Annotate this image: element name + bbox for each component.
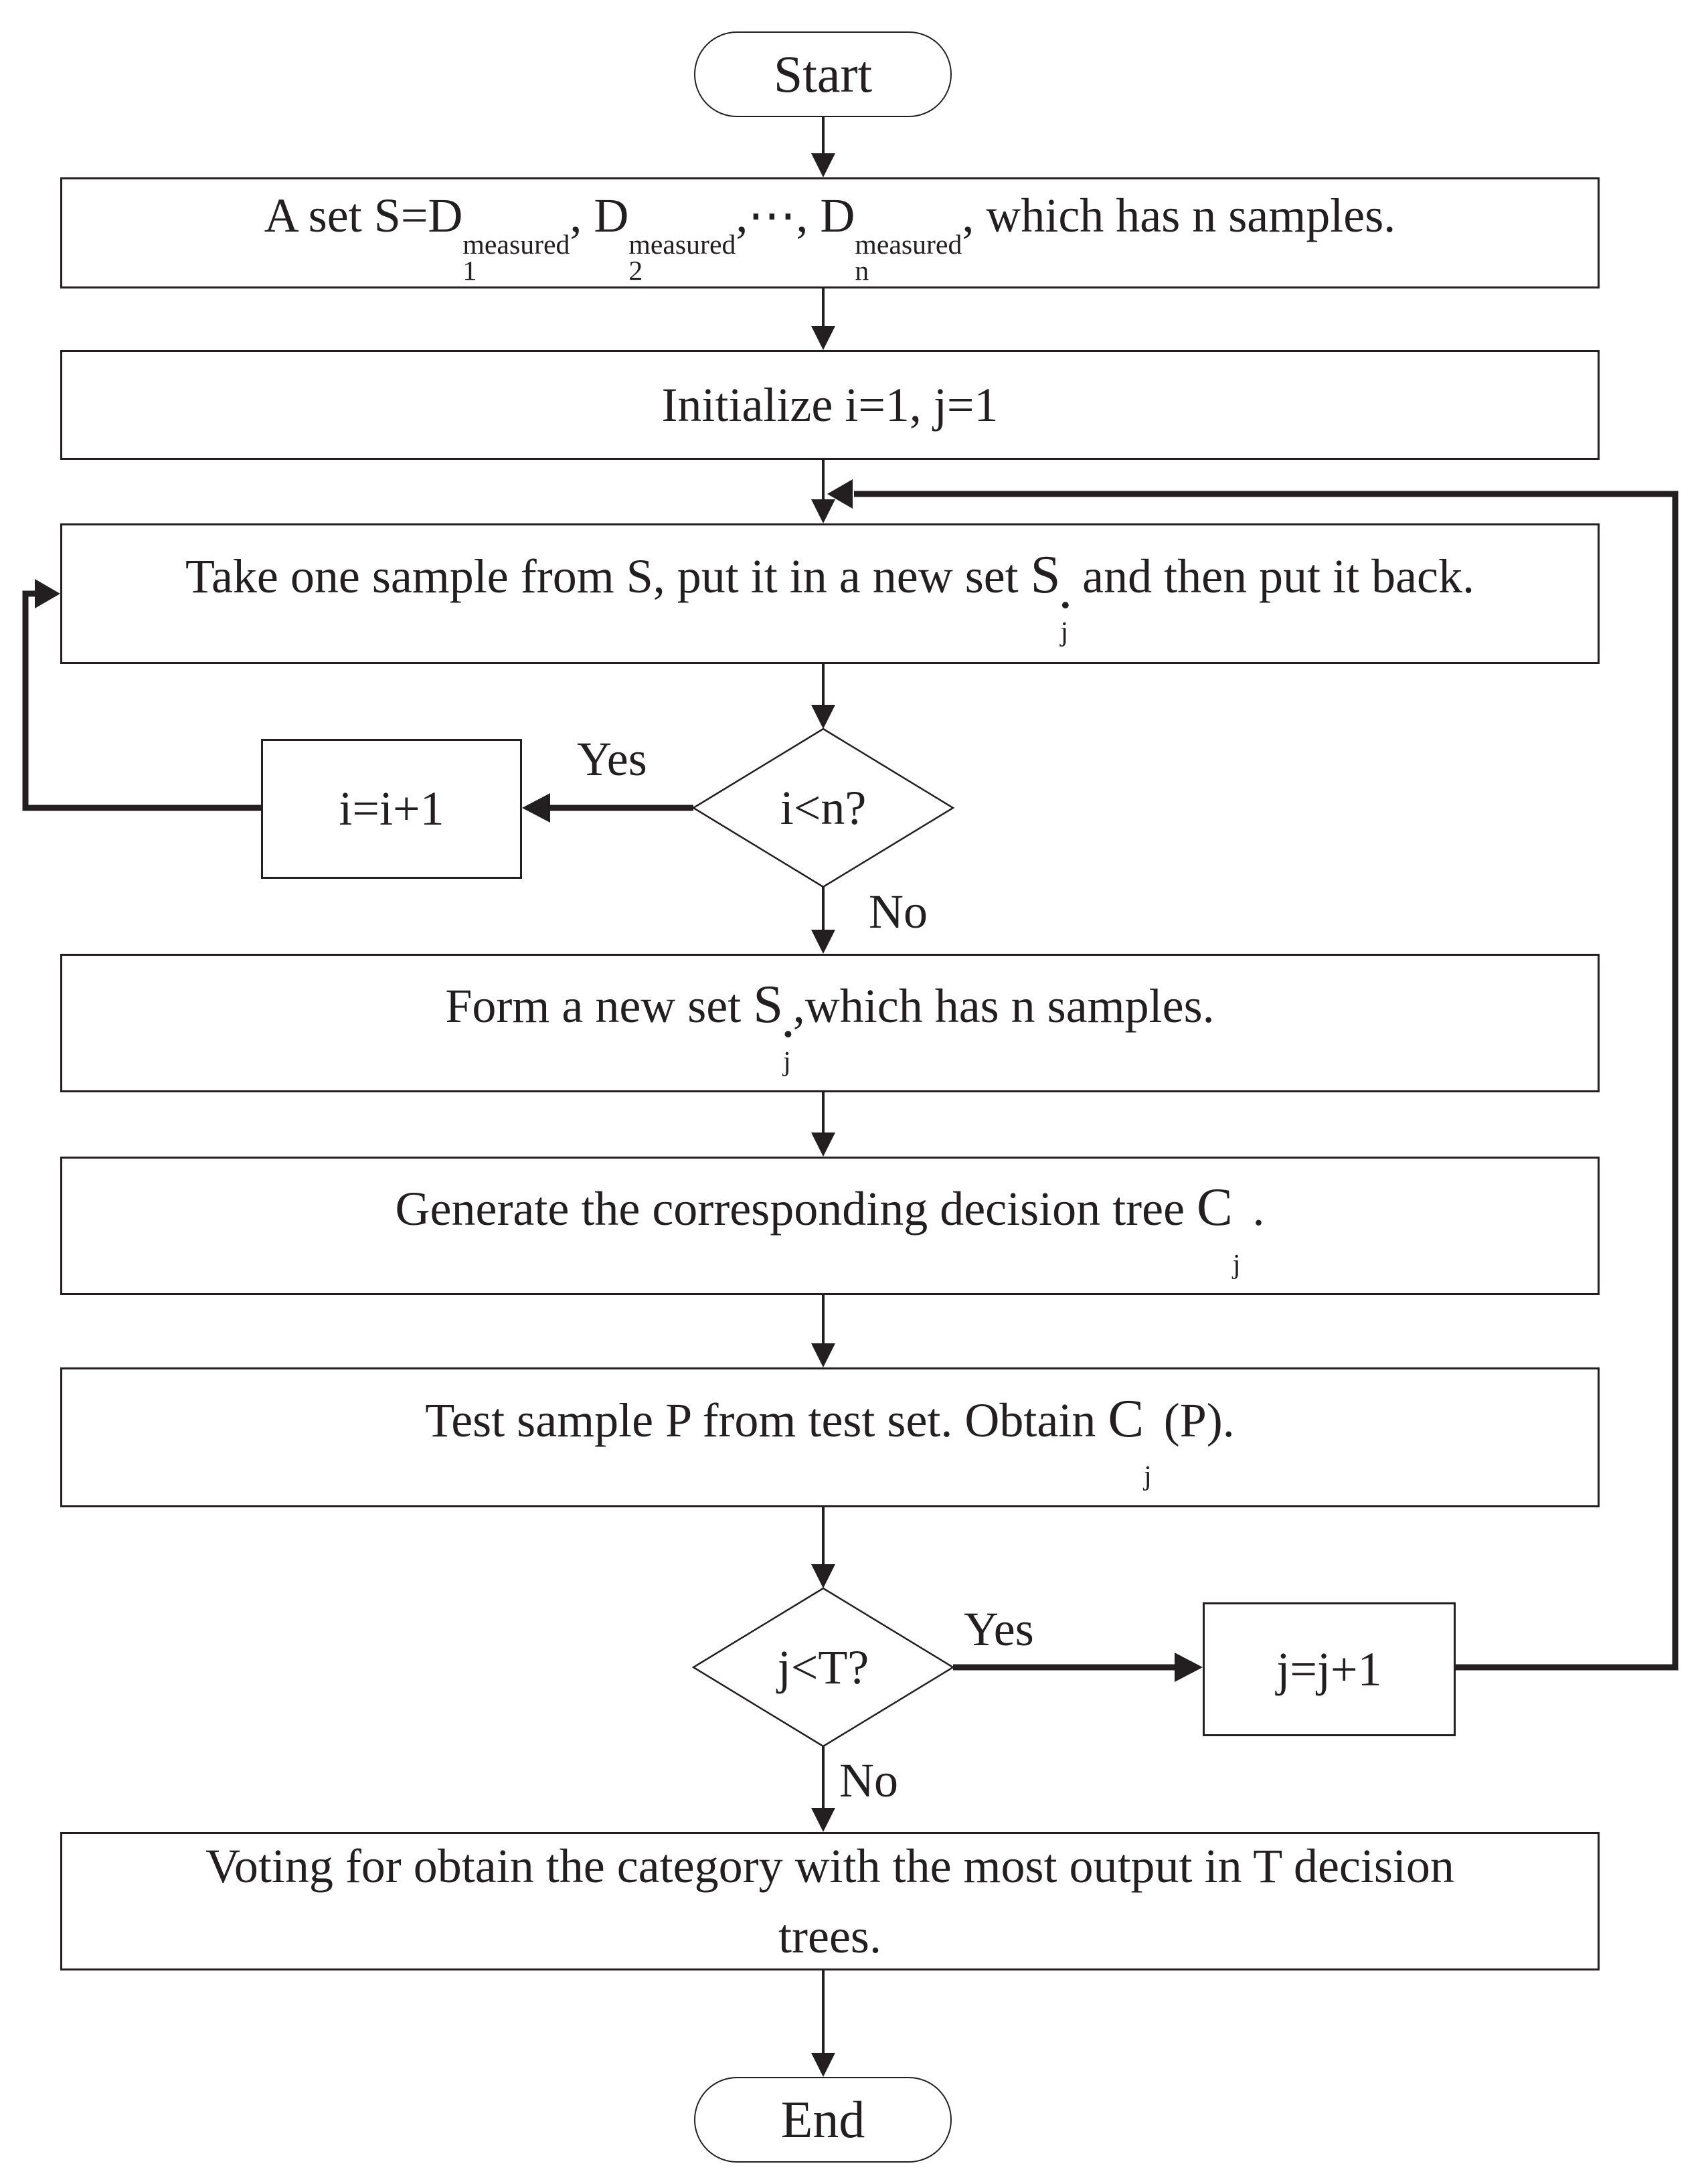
decision-j-label: j<T? <box>777 1640 869 1694</box>
arrowhead-generate-tree <box>811 1132 835 1157</box>
arrowhead-test-sample <box>811 1343 835 1367</box>
process-generate-tree-label: Generate the corresponding decision tree C j . <box>395 1177 1265 1280</box>
arrowhead-increment-j <box>1175 1653 1203 1682</box>
arrowhead-voting <box>811 1808 835 1832</box>
start-node <box>694 31 952 117</box>
end-node <box>694 2077 952 2163</box>
arrowhead-end <box>811 2053 835 2077</box>
arrowhead-sample-set <box>811 153 835 177</box>
process-initialize <box>60 350 1600 460</box>
process-take-sample-label: Take one sample from S, put it in a new set S • j and then put it back. <box>185 545 1474 648</box>
process-increment-i-label: i=i+1 <box>339 782 444 836</box>
arrowhead-initialize <box>811 326 835 350</box>
arrowhead-j-check <box>811 1564 835 1588</box>
process-voting <box>60 1832 1600 1970</box>
process-voting-label: Voting for obtain the category with the most output in T decision trees. <box>205 1839 1454 1963</box>
arrowhead-increment-i <box>522 793 550 823</box>
process-sample-set <box>60 177 1600 288</box>
arrowhead-take-sample-left <box>35 579 60 608</box>
edge-label-j-yes: Yes <box>964 1602 1034 1656</box>
process-initialize-label: Initialize i=1, j=1 <box>661 377 999 432</box>
edge-label-i-no: No <box>869 885 928 938</box>
process-test-sample-label: Test sample P from test set. Obtain C j (P). <box>425 1388 1235 1491</box>
edge-label-i-yes: Yes <box>577 732 647 786</box>
arrowhead-i-check <box>811 705 835 729</box>
process-generate-tree <box>60 1157 1600 1295</box>
process-sample-set-label: A set S=D measured 1 , D measured 2 ,⋯, D measured n , which has n samples. <box>264 189 1396 287</box>
edge-label-j-no: No <box>839 1754 898 1807</box>
process-increment-j <box>1203 1602 1456 1736</box>
start-label: Start <box>773 45 873 104</box>
arrowhead-take-sample <box>811 499 835 523</box>
process-increment-i <box>261 739 522 879</box>
process-increment-j-label: j=j+1 <box>1276 1642 1382 1696</box>
arrowhead-form-set <box>811 930 835 954</box>
end-label: End <box>780 2090 865 2149</box>
process-form-set <box>60 954 1600 1092</box>
process-test-sample <box>60 1367 1600 1507</box>
process-take-sample <box>60 523 1600 664</box>
process-form-set-label: Form a new set S • j ,which has n samples. <box>445 974 1215 1077</box>
decision-i-label: i<n? <box>780 780 867 835</box>
